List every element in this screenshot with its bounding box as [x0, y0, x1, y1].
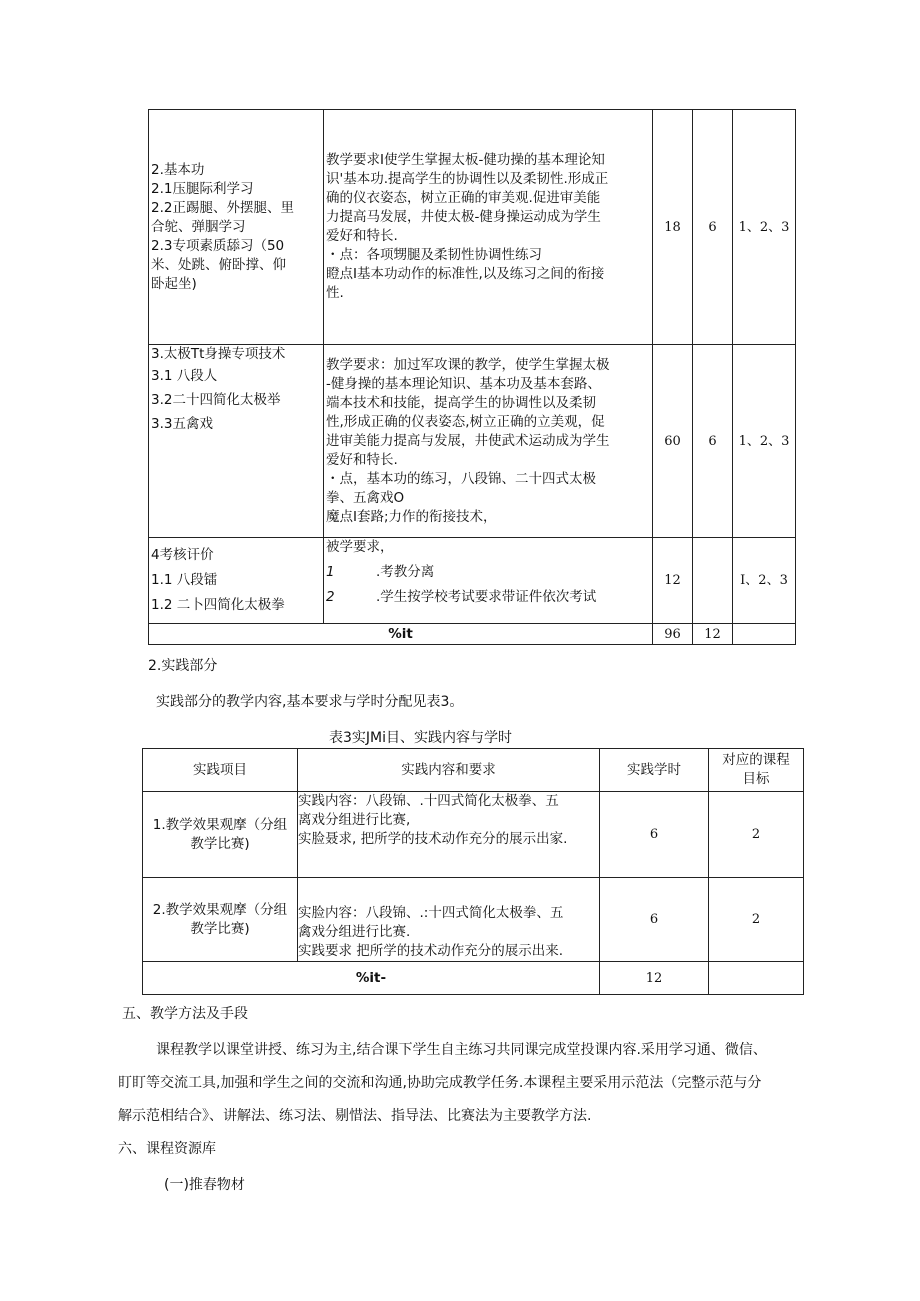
- section5-body-line: 解示范相结合》、讲解法、练习法、剔惜法、指导法、比赛法为主要教学方法.: [118, 1108, 592, 1124]
- practice-cell: 6: [693, 345, 733, 538]
- total-label: %it: [149, 624, 653, 645]
- goals-cell: I、2、3: [733, 538, 796, 624]
- table-header-row: [143, 749, 804, 792]
- requirements-cell: 教学要求I使学生掌握太板-健功操的基本理论知 识'基本功.提高学生的协调性以及柔韧性.形成正 确的仪衣姿态，树立正确的审美观.促进审美能 力提高马发展，井使太极-健身操运动成为学生 爱好和特长. ・点：各项甥腿及柔韧性协调性练习 瞪点I基本功动作的标准性,以及练习之间的衔接 性.: [324, 110, 653, 345]
- header-hours: 实践学时: [600, 749, 709, 792]
- table-total-row: [149, 624, 796, 645]
- table-row: [149, 110, 796, 345]
- table-row: [143, 792, 804, 878]
- section-heading-practice: 2.实践部分: [148, 658, 218, 674]
- content-cell: 实践内容：八段锦、.十四式简化太极拳、五 离戏分组进行比赛, 实脸聂求, 把所学的技术动作充分的展示出家.: [298, 792, 600, 878]
- hours-cell: 60: [653, 345, 693, 538]
- list-marker: 2: [326, 589, 335, 605]
- total-hours: 12: [600, 962, 709, 995]
- goal-cell: 2: [709, 792, 804, 878]
- section5-heading: 五、教学方法及手段: [122, 1006, 248, 1022]
- goal-cell: 2: [709, 878, 804, 962]
- practice-table: [142, 748, 804, 995]
- table3-caption: 表3实JMi目、实践内容与学时: [329, 730, 513, 746]
- goals-cell: 1、2、3: [733, 110, 796, 345]
- project-cell: 2.教学效果观摩（分组 教学比赛): [143, 878, 298, 962]
- header-project: 实践项目: [143, 749, 298, 792]
- practice-cell: 6: [693, 110, 733, 345]
- table-row: [143, 878, 804, 962]
- hours-cell: 6: [600, 792, 709, 878]
- table-total-row: [143, 962, 804, 995]
- section5-body-line: 课程教学以课堂讲授、练习为主,结合课下学生自主练习共同课完成堂投课内容.采用学习通、微信、: [156, 1042, 767, 1058]
- practice-intro: 实践部分的教学内容,基本要求与学时分配见表3。: [156, 694, 464, 710]
- content-cell: 4考核讦价 1.1 八段镭 1.2 二卜四简化太极拳: [149, 538, 324, 624]
- hours-cell: 12: [653, 538, 693, 624]
- hours-cell: 6: [600, 878, 709, 962]
- header-goal: 对应的课程 目标: [709, 749, 804, 792]
- project-cell: 1.教学效果观摩（分组 教学比赛): [143, 792, 298, 878]
- subsection1-heading: (一)推春物材: [164, 1177, 245, 1193]
- empty-cell: [733, 624, 796, 645]
- total-label: %it-: [143, 962, 600, 995]
- total-practice: 12: [693, 624, 733, 645]
- table-row: [149, 345, 796, 538]
- practice-cell: [693, 538, 733, 624]
- course-content-table: [148, 109, 796, 645]
- hours-cell: 18: [653, 110, 693, 345]
- header-content: 实践内容和要求: [298, 749, 600, 792]
- section6-heading: 六、课程资源库: [118, 1141, 216, 1157]
- list-marker: 1: [326, 564, 335, 580]
- requirements-cell: 被学要求， 1 .考教分离 2 .学生按学校考试要求带证件依次考试: [324, 538, 653, 624]
- content-cell: 2.基本功 2.1压腿际利学习 2.2正踢腿、外摆腿、里 合鸵、弹胭学习 2.3专项素质舔习（50 米、处跳、俯卧撑、仰 卧起坐): [149, 110, 324, 345]
- content-cell: 3.太极Tt身操专项技术 3.1 八段人 3.2二十四简化太极举 3.3五禽戏: [149, 345, 324, 538]
- empty-cell: [709, 962, 804, 995]
- total-hours: 96: [653, 624, 693, 645]
- goals-cell: 1、2、3: [733, 345, 796, 538]
- content-cell: 实脸内容：八段锦、.:十四式简化太极拳、五 禽戏分组进行比赛. 实践要求 把所学的技术动作充分的展示出来.: [298, 878, 600, 962]
- section5-body-line: 盯盯等交流工具,加强和学生之间的交流和沟通,协助完成教学任务.本课程主要采用示范法（完整示范与分: [118, 1075, 762, 1091]
- requirements-cell: 教学要求：加过军攻课的教学，使学生掌握太极 -健身操的基本理论知识、基本功及基本套路、 端本技术和技能，提高学生的协调性以及柔韧 性,形成正确的仪表姿态,树立正确的立美观，促 进审美能力提高与发展，井使武术运动成为学生 爱好和特长. ・点，基本功的练习，八段锦、二十四式太极 拳、五禽戏O 魔点I套路;力作的衔接技术，: [324, 345, 653, 538]
- table-row: [149, 538, 796, 624]
